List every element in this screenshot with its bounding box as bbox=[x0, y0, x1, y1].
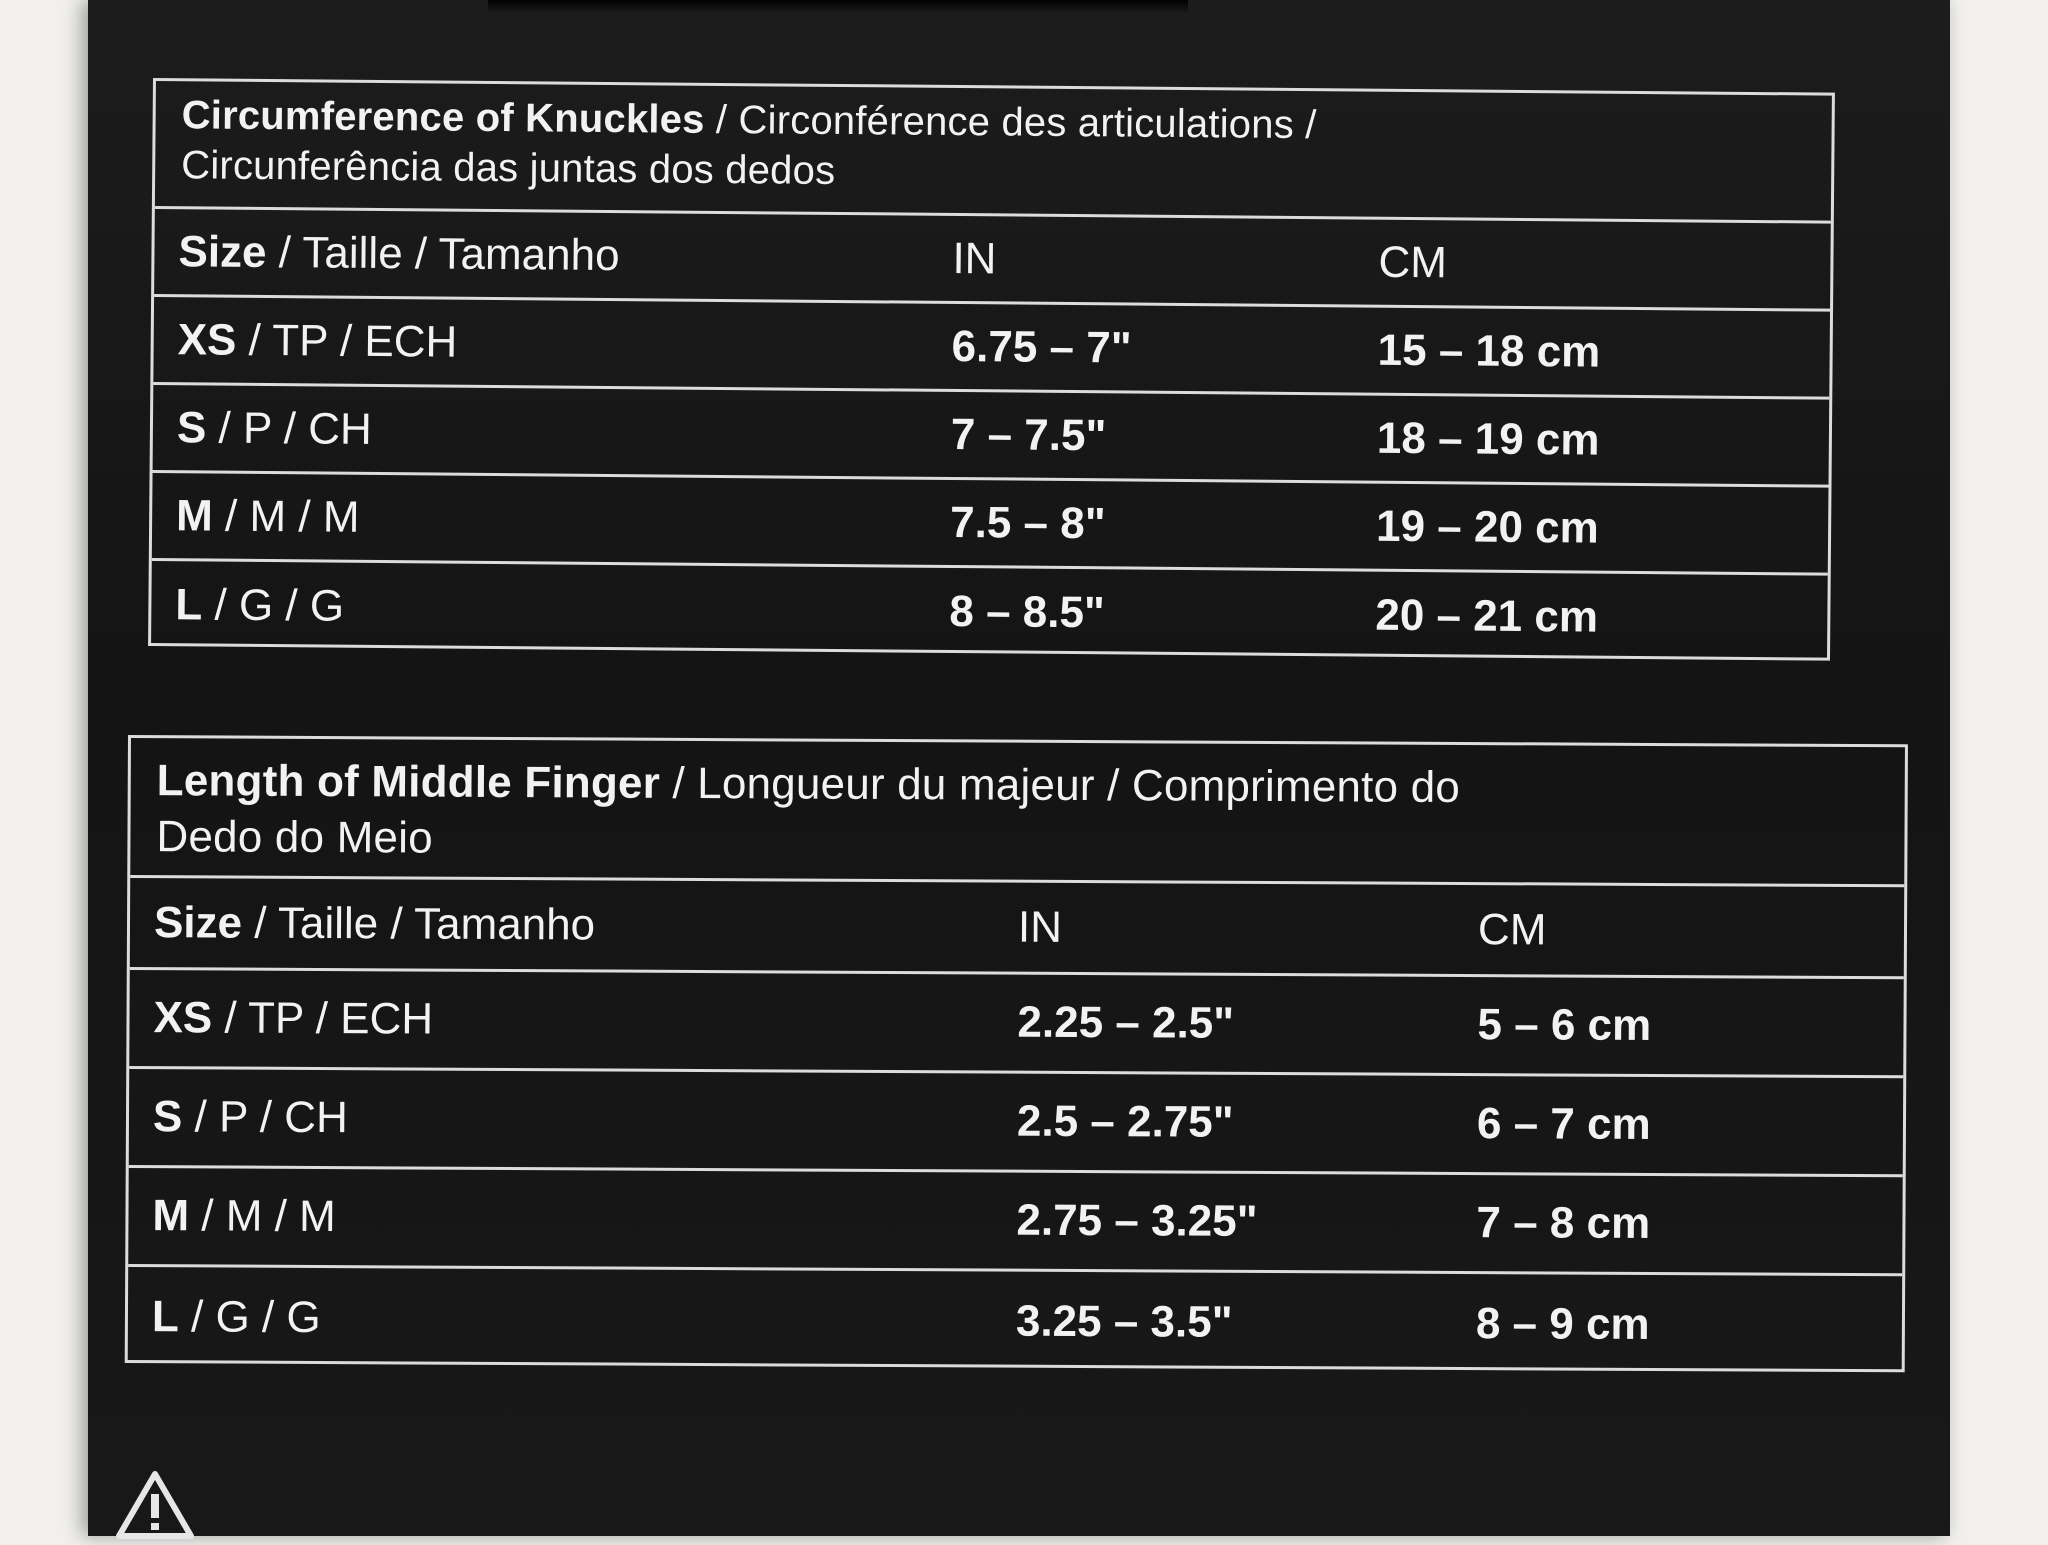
table-row bbox=[152, 473, 1829, 576]
cm-cell: 6 – 7 cm bbox=[1476, 1099, 1651, 1149]
table-row bbox=[153, 297, 1830, 400]
finger-header-row bbox=[130, 878, 1904, 979]
cm-column-header: CM bbox=[1477, 904, 1547, 954]
in-column-header: IN bbox=[952, 233, 997, 283]
cm-cell: 20 – 21 cm bbox=[1375, 590, 1599, 642]
size-cell: L / G / G bbox=[151, 1291, 321, 1342]
cm-cell: 7 – 8 cm bbox=[1476, 1198, 1651, 1248]
in-cell: 2.25 – 2.5" bbox=[1017, 997, 1235, 1048]
table-row bbox=[151, 561, 1828, 664]
knuckles-size-table bbox=[148, 78, 1835, 661]
in-cell: 7.5 – 8" bbox=[949, 497, 1106, 548]
finger-title-row bbox=[130, 738, 1905, 887]
finger-title-rest: / Longueur du majeur / Comprimento do bbox=[659, 758, 1461, 812]
finger-title-line2: Dedo do Meio bbox=[156, 812, 433, 863]
knuckles-title-line2: Circunferência das juntas dos dedos bbox=[181, 143, 836, 193]
in-cell: 2.75 – 3.25" bbox=[1016, 1195, 1258, 1246]
size-cell: S / P / CH bbox=[152, 1092, 348, 1143]
table-row bbox=[128, 1168, 1902, 1276]
knuckles-title-bold: Circumference of Knuckles bbox=[181, 93, 705, 142]
in-cell: 6.75 – 7" bbox=[951, 321, 1132, 373]
size-cell: XS / TP / ECH bbox=[153, 993, 434, 1044]
knuckles-title-row bbox=[155, 81, 1832, 224]
size-cell: M / M / M bbox=[175, 490, 360, 542]
cm-cell: 18 – 19 cm bbox=[1376, 413, 1600, 465]
table-row bbox=[129, 1069, 1903, 1177]
cm-cell: 8 – 9 cm bbox=[1475, 1298, 1650, 1349]
cm-cell: 15 – 18 cm bbox=[1377, 325, 1601, 377]
table-row bbox=[129, 970, 1903, 1078]
finger-size-table bbox=[125, 735, 1908, 1372]
cm-column-header: CM bbox=[1378, 237, 1448, 287]
top-shadow bbox=[488, 0, 1188, 14]
size-column-header: Size / Taille / Tamanho bbox=[153, 897, 596, 949]
size-cell: M / M / M bbox=[152, 1191, 336, 1242]
in-cell: 2.5 – 2.75" bbox=[1016, 1096, 1234, 1147]
cm-cell: 5 – 6 cm bbox=[1477, 1000, 1652, 1050]
size-cell: XS / TP / ECH bbox=[177, 314, 458, 367]
in-cell: 3.25 – 3.5" bbox=[1015, 1296, 1233, 1347]
in-column-header: IN bbox=[1017, 902, 1063, 952]
warning-triangle-icon bbox=[115, 1470, 195, 1540]
size-cell: L / G / G bbox=[175, 580, 345, 631]
table-row bbox=[153, 385, 1830, 488]
knuckles-title bbox=[181, 93, 1316, 148]
knuckles-title-rest: / Circonférence des articulations / bbox=[704, 97, 1317, 148]
in-cell: 7 – 7.5" bbox=[950, 409, 1107, 460]
finger-title bbox=[157, 756, 1460, 813]
table-row bbox=[128, 1267, 1902, 1375]
in-cell: 8 – 8.5" bbox=[949, 586, 1106, 638]
size-column-header: Size / Taille / Tamanho bbox=[178, 226, 620, 280]
cm-cell: 19 – 20 cm bbox=[1375, 501, 1599, 553]
finger-title-bold: Length of Middle Finger bbox=[156, 756, 661, 808]
knuckles-header-row bbox=[154, 209, 1831, 312]
size-cell: S / P / CH bbox=[176, 402, 372, 454]
